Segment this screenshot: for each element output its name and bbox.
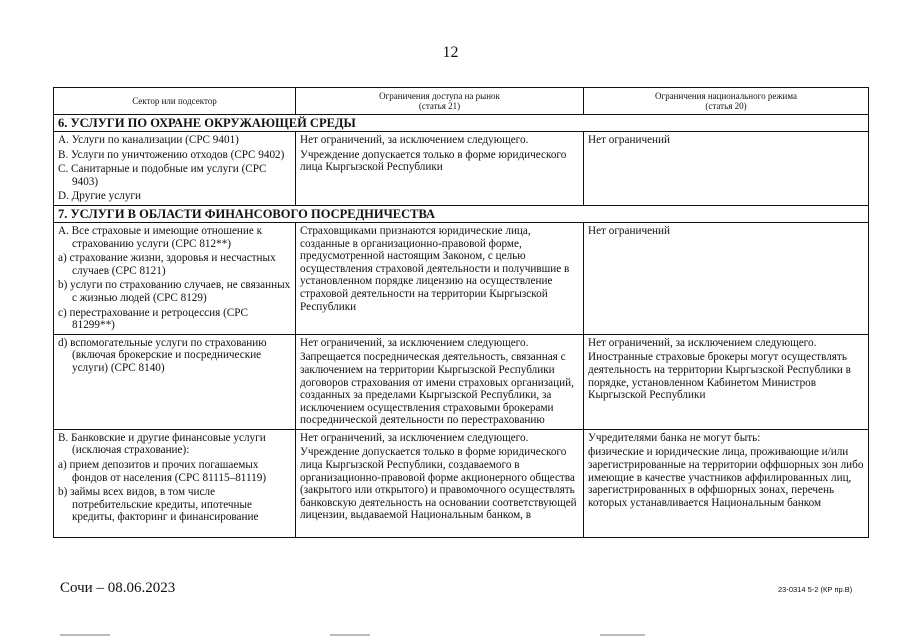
header-national-treatment: [584, 88, 869, 115]
header-market-access-title: Ограничения доступа на рынок: [379, 91, 500, 101]
market-access-cell: [296, 429, 584, 537]
national-treatment-cell: [584, 429, 869, 537]
market-access-text: Нет ограничений, за исключением следующего.: [300, 431, 529, 444]
table-header-row: [54, 88, 869, 115]
footer-doc-code: 23-0314 5-2 (КР пр.В): [778, 585, 853, 594]
header-national-treatment-title: Ограничения национального режима: [655, 91, 797, 101]
sector-cell: [54, 334, 296, 429]
sector-item: b) услуги по страхованию случаев, не связанных с жизнью людей (CPC 8129): [58, 279, 291, 304]
national-treatment-cell: [584, 132, 869, 206]
market-access-text: Нет ограничений, за исключением следующего.: [300, 336, 529, 349]
national-treatment-text: Нет ограничений, за исключением следующего.: [588, 336, 817, 349]
market-access-cell: [296, 334, 584, 429]
next-page-edge: [0, 634, 901, 640]
market-access-cell: [296, 132, 584, 206]
market-access-text: Учреждение допускается только в форме юридического лица Кыргызской Республики, создаваемого в организационно-правовой форме акционерного общества (закрытого или открытого) и правомочного осуществлять банковскую деятельность на основании соответствующей лицензии, выдаваемой Национальным банком, в: [300, 446, 577, 522]
sector-item: A. Все страховые и имеющие отношение к страхованию услуги (CPC 812**): [58, 224, 263, 250]
table-row: [54, 132, 869, 206]
scan-artifact: [60, 634, 110, 636]
scan-artifact: [600, 634, 645, 636]
sector-item: d) вспомогательные услуги по страхованию (включая брокерские и посреднические услуги) (CPC 8140): [58, 336, 267, 374]
section-7-title: 7. УСЛУГИ В ОБЛАСТИ ФИНАНСОВОГО ПОСРЕДНИЧЕСТВА: [54, 205, 869, 222]
table-row: [54, 222, 869, 334]
national-treatment-text: Иностранные страховые брокеры могут осуществлять деятельность на территории Кыргызской Республики в порядке, установленном Кабинетом Министров Кыргызской Республики: [588, 351, 851, 402]
sector-item: a) страхование жизни, здоровья и несчастных случаев (CPC 8121): [58, 252, 276, 277]
section-6-title: 6. УСЛУГИ ПО ОХРАНЕ ОКРУЖАЮЩЕЙ СРЕДЫ: [54, 115, 869, 132]
sector-item: a) прием депозитов и прочих погашаемых фондов от населения (CPC 81115–81119): [58, 459, 267, 484]
sector-item: A. Услуги по канализации (CPC 9401): [58, 134, 239, 146]
market-access-text: Страховщиками признаются юридические лица, созданные в организационно-правовой форме, предусмотренной настоящим Законом, с целью осуществления страховой деятельности и получившие в установленном порядке лицензию на осуществление страховой деятельности на территории Кыргызской Республики: [300, 224, 570, 313]
market-access-cell: [296, 222, 584, 334]
national-treatment-cell: [584, 334, 869, 429]
page-number: 12: [442, 44, 459, 61]
header-market-access: [296, 88, 584, 115]
national-treatment-text: Нет ограничений: [588, 224, 670, 237]
sector-item: b) займы всех видов, в том числе потребительские кредиты, ипотечные кредиты, факторинг и финансирование: [58, 486, 259, 524]
sector-item: B. Услуги по уничтожению отходов (CPC 9402): [58, 148, 285, 161]
sector-item: D. Другие услуги: [58, 190, 141, 203]
market-access-text: Учреждение допускается только в форме юридического лица Кыргызской Республики: [300, 148, 567, 174]
sector-item: c) перестрахование и ретроцессия (CPC 81299**): [58, 306, 248, 332]
market-access-text: Запрещается посредническая деятельность, связанная с заключением на территории Кыргызской Республики договоров страхования от имени страховых организаций, созданных за пределами Кыргызской Республики, за исключением осуществления страховыми брокерами посреднической деятельности по перестрахованию: [300, 351, 574, 427]
sector-cell: [54, 222, 296, 334]
header-sector: Сектор или подсектор: [54, 88, 296, 115]
sector-cell: [54, 132, 296, 206]
national-treatment-text: Учредителями банка не могут быть:: [588, 431, 761, 444]
national-treatment-text: Нет ограничений: [588, 134, 670, 146]
national-treatment-cell: [584, 222, 869, 334]
footer-date: Сочи – 08.06.2023: [60, 580, 176, 596]
table-row: [54, 429, 869, 537]
sector-cell: [54, 429, 296, 537]
national-treatment-text: физические и юридические лица, проживающие и/или зарегистрированные на территории оффшорных зон либо имеющие в качестве участников аффилированных лиц, зарегистрированных в оффшорных зонах, перечень которых устанавливается Национальным банком: [588, 446, 864, 509]
header-market-access-article: (статья 21): [418, 101, 461, 111]
sector-item: C. Санитарные и подобные им услуги (CPC 9403): [58, 163, 267, 188]
market-access-text: Нет ограничений, за исключением следующего.: [300, 134, 529, 146]
services-table: [53, 87, 869, 538]
section-7-heading-row: [54, 205, 869, 222]
header-national-treatment-article: (статья 20): [705, 101, 747, 111]
table-row: [54, 334, 869, 429]
sector-item: B. Банковские и другие финансовые услуги (исключая страхование):: [58, 431, 266, 457]
scan-artifact: [330, 634, 370, 636]
section-6-heading-row: [54, 115, 869, 132]
